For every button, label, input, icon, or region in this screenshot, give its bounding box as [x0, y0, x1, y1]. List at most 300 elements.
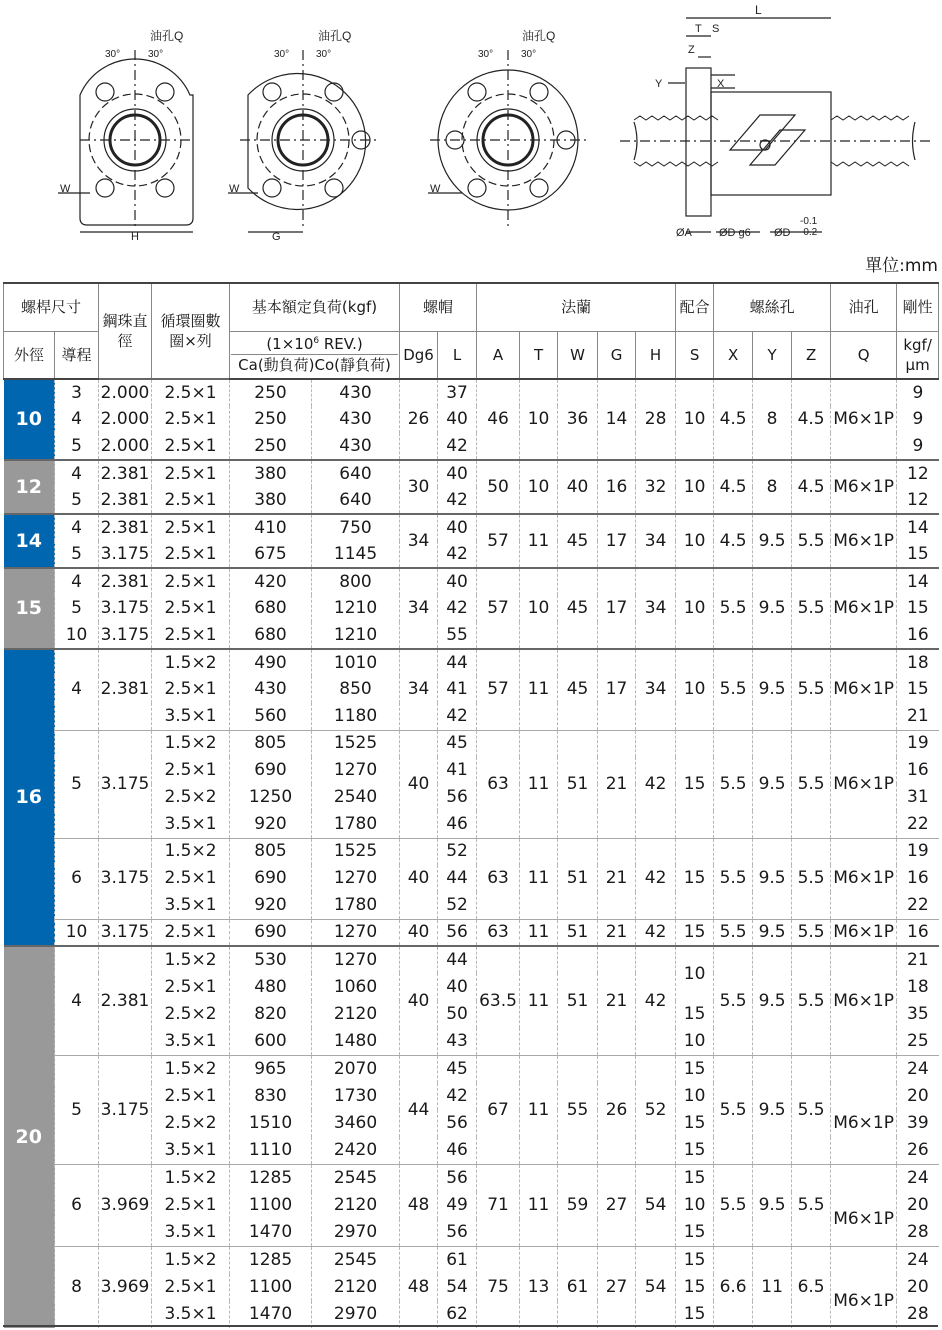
- Y-cell: 8: [753, 379, 792, 460]
- Q-cell: M6×1P: [831, 730, 897, 838]
- G-cell: 14: [598, 379, 636, 460]
- rigidity-cell: 35: [897, 1001, 939, 1028]
- Q-cell: M6×1P: [831, 514, 897, 568]
- Q-cell: M6×1P: [831, 460, 897, 514]
- circuit-cell: 2.5×1: [152, 379, 230, 406]
- lead-cell: 4: [55, 406, 99, 433]
- S-cell: 15: [676, 730, 714, 838]
- circuit-cell: 2.5×1: [152, 622, 230, 649]
- circuit-cell: 1.5×2: [152, 1056, 230, 1083]
- unit-label: 單位:mm: [865, 256, 938, 276]
- svg-text:油孔Q: 油孔Q: [318, 29, 352, 43]
- lead-cell: 5: [55, 595, 99, 622]
- svg-text:W: W: [430, 183, 441, 195]
- header-circuit: 循環圈數 圈×列: [152, 283, 230, 379]
- ball-dia-cell: 3.969: [99, 1247, 152, 1329]
- G-cell: 17: [598, 649, 636, 730]
- header-oil-hole: 油孔: [831, 283, 897, 331]
- dg6-cell: 34: [400, 649, 438, 730]
- rigidity-cell: 22: [897, 811, 939, 838]
- ca-cell: 380: [230, 487, 312, 514]
- Q-cell: M6×1P: [831, 1165, 897, 1247]
- lead-cell: 4: [55, 514, 99, 541]
- header-A: A: [477, 331, 520, 379]
- ca-cell: 600: [230, 1028, 312, 1055]
- table-row: [4, 568, 939, 595]
- circuit-cell: 1.5×2: [152, 649, 230, 676]
- L-cell: 40: [438, 568, 477, 595]
- table-row: [4, 919, 939, 946]
- ca-cell: 1510: [230, 1110, 312, 1137]
- circuit-cell: 2.5×1: [152, 865, 230, 892]
- lead-cell: 4: [55, 946, 99, 1056]
- G-cell: 27: [598, 1247, 636, 1329]
- rigidity-cell: 26: [897, 1137, 939, 1164]
- L-cell: 46: [438, 811, 477, 838]
- L-cell: 43: [438, 1028, 477, 1055]
- header-W: W: [558, 331, 598, 379]
- header-fit: 配合: [676, 283, 714, 331]
- Q-cell: M6×1P: [831, 649, 897, 730]
- L-cell: 40: [438, 460, 477, 487]
- ca-cell: 1285: [230, 1247, 312, 1274]
- dg6-cell: 40: [400, 919, 438, 946]
- rigidity-cell: 19: [897, 838, 939, 865]
- S-cell-value: 10: [683, 1195, 706, 1215]
- Y-cell: 9.5: [753, 730, 792, 838]
- co-cell: 1270: [312, 919, 400, 946]
- co-cell: 1525: [312, 838, 400, 865]
- Z-cell: 4.5: [792, 379, 831, 460]
- circuit-cell: 2.5×1: [152, 919, 230, 946]
- X-cell: 5.5: [714, 730, 753, 838]
- svg-text:X: X: [717, 78, 725, 90]
- header-ball-dia: 鋼珠直徑: [99, 283, 152, 379]
- H-cell: 54: [636, 1247, 676, 1329]
- ball-dia-cell: 2.000: [99, 433, 152, 460]
- T-cell: 11: [520, 1165, 558, 1247]
- circuit-cell: 2.5×2: [152, 1110, 230, 1137]
- L-cell: 56: [438, 784, 477, 811]
- T-cell: 11: [520, 649, 558, 730]
- T-cell: 10: [520, 379, 558, 460]
- svg-text:H: H: [131, 231, 139, 243]
- L-cell: 49: [438, 1192, 477, 1219]
- G-cell: 17: [598, 514, 636, 568]
- W-cell: 55: [558, 1056, 598, 1165]
- ball-dia-cell: 2.381: [99, 946, 152, 1056]
- circuit-cell: 1.5×2: [152, 730, 230, 757]
- S-cell-value: 15: [683, 1168, 706, 1188]
- L-cell: 56: [438, 1110, 477, 1137]
- S-value: 10: [683, 964, 706, 984]
- ball-dia-cell: 2.381: [99, 460, 152, 487]
- dg6-cell: 40: [400, 838, 438, 919]
- nut-side-view-drawing: [620, 18, 930, 232]
- lead-cell: 4: [55, 460, 99, 487]
- header-outer-dia: 外徑: [4, 331, 55, 379]
- X-cell: 5.5: [714, 919, 753, 946]
- S-cell-value: 15: [683, 1059, 706, 1079]
- lead-cell: 4: [55, 649, 99, 730]
- ca-cell: 805: [230, 838, 312, 865]
- ca-cell: 920: [230, 811, 312, 838]
- lead-cell: 5: [55, 433, 99, 460]
- rigidity-cell: 15: [897, 541, 939, 568]
- S-cell: 10: [676, 568, 714, 649]
- H-cell: 42: [636, 919, 676, 946]
- Q-cell: M6×1P: [831, 946, 897, 1056]
- Y-cell: 9.5: [753, 1165, 792, 1247]
- svg-text:W: W: [60, 183, 71, 195]
- S-cell: 10: [676, 379, 714, 460]
- outer-dia-cell: 15: [4, 568, 55, 649]
- co-cell: 1210: [312, 622, 400, 649]
- Q-cell: M6×1P: [831, 838, 897, 919]
- ca-cell: 530: [230, 946, 312, 973]
- S-cell-value: 10: [683, 1086, 706, 1106]
- lead-cell: 6: [55, 838, 99, 919]
- L-cell: 42: [438, 703, 477, 730]
- table-row: [4, 1247, 939, 1274]
- L-cell: 54: [438, 1274, 477, 1301]
- G-cell: 21: [598, 919, 636, 946]
- co-cell: 1525: [312, 730, 400, 757]
- svg-text:30°: 30°: [148, 49, 164, 60]
- ca-cell: 1110: [230, 1137, 312, 1164]
- S-cell: [676, 1056, 714, 1165]
- circuit-cell: 3.5×1: [152, 1028, 230, 1055]
- ca-cell: 1285: [230, 1165, 312, 1192]
- H-cell: 32: [636, 460, 676, 514]
- A-cell: 57: [477, 568, 520, 649]
- rigidity-cell: 24: [897, 1247, 939, 1274]
- table-row: [4, 946, 939, 973]
- circuit-cell: 2.5×1: [152, 676, 230, 703]
- Q-cell: M6×1P: [831, 919, 897, 946]
- ball-dia-cell: 2.381: [99, 487, 152, 514]
- table-row: [4, 460, 939, 487]
- X-cell: 6.6: [714, 1247, 753, 1329]
- L-cell: 56: [438, 1165, 477, 1192]
- rigidity-cell: 28: [897, 1219, 939, 1246]
- X-cell: 5.5: [714, 649, 753, 730]
- dg6-cell: 30: [400, 460, 438, 514]
- co-cell: 1270: [312, 757, 400, 784]
- L-cell: 44: [438, 865, 477, 892]
- G-cell: 21: [598, 838, 636, 919]
- ca-cell: 250: [230, 433, 312, 460]
- L-cell: 45: [438, 730, 477, 757]
- Z-cell: 5.5: [792, 838, 831, 919]
- rigidity-cell: 24: [897, 1056, 939, 1083]
- co-cell: 430: [312, 406, 400, 433]
- ball-dia-cell: 3.175: [99, 838, 152, 919]
- Z-cell: 5.5: [792, 514, 831, 568]
- S-cell: 10: [676, 649, 714, 730]
- S-cell-value: 15: [683, 1250, 706, 1270]
- svg-text:T: T: [695, 23, 702, 35]
- rigidity-cell: 18: [897, 973, 939, 1000]
- spec-table-body: [4, 379, 939, 1328]
- G-cell: 21: [598, 946, 636, 1056]
- header-G: G: [598, 331, 636, 379]
- T-cell: 10: [520, 568, 558, 649]
- ca-cell: 1100: [230, 1192, 312, 1219]
- X-cell: 5.5: [714, 568, 753, 649]
- rigidity-cell: 16: [897, 919, 939, 946]
- table-row: [4, 730, 939, 757]
- L-cell: 42: [438, 595, 477, 622]
- S-cell: [676, 1165, 714, 1247]
- ball-dia-cell: 3.175: [99, 622, 152, 649]
- rigidity-cell: 18: [897, 649, 939, 676]
- dg6-cell: 26: [400, 379, 438, 460]
- co-cell: 2070: [312, 1056, 400, 1083]
- table-row: [4, 1165, 939, 1192]
- ball-dia-cell: 2.000: [99, 406, 152, 433]
- header-bolt-hole: 螺絲孔: [714, 283, 831, 331]
- A-cell: 67: [477, 1056, 520, 1165]
- co-cell: 1210: [312, 595, 400, 622]
- flange-drawing-single-cut: [228, 50, 380, 232]
- rigidity-cell: 20: [897, 1274, 939, 1301]
- ca-cell: 920: [230, 892, 312, 919]
- circuit-cell: 2.5×1: [152, 568, 230, 595]
- dg6-cell: 34: [400, 568, 438, 649]
- ca-cell: 490: [230, 649, 312, 676]
- rigidity-cell: 25: [897, 1028, 939, 1055]
- ca-cell: 420: [230, 568, 312, 595]
- header-S: S: [676, 331, 714, 379]
- ca-cell: 250: [230, 406, 312, 433]
- ca-cell: 820: [230, 1001, 312, 1028]
- Z-cell: 5.5: [792, 1165, 831, 1247]
- circuit-cell: 2.5×1: [152, 460, 230, 487]
- ball-dia-cell: 3.175: [99, 919, 152, 946]
- rigidity-cell: 31: [897, 784, 939, 811]
- rigidity-cell: 28: [897, 1301, 939, 1328]
- table-row: [4, 838, 939, 865]
- svg-text:Y: Y: [655, 78, 663, 90]
- T-cell: 11: [520, 919, 558, 946]
- W-cell: 51: [558, 919, 598, 946]
- Y-cell: 9.5: [753, 919, 792, 946]
- L-cell: 50: [438, 1001, 477, 1028]
- rigidity-cell: 15: [897, 676, 939, 703]
- svg-text:ØA: ØA: [676, 227, 692, 239]
- co-cell: 2540: [312, 784, 400, 811]
- L-cell: 44: [438, 946, 477, 973]
- ca-cell: 805: [230, 730, 312, 757]
- ca-cell: 480: [230, 973, 312, 1000]
- header-H: H: [636, 331, 676, 379]
- L-cell: 41: [438, 676, 477, 703]
- table-row: [4, 649, 939, 676]
- circuit-cell: 2.5×1: [152, 1274, 230, 1301]
- header-screw-size: 螺桿尺寸: [4, 283, 99, 331]
- S-cell-value: 15: [683, 1304, 706, 1324]
- W-cell: 40: [558, 460, 598, 514]
- L-cell: 40: [438, 973, 477, 1000]
- rigidity-cell: 15: [897, 595, 939, 622]
- outer-dia-cell: 16: [4, 649, 55, 946]
- S-cell-value: 15: [683, 1140, 706, 1160]
- rigidity-cell: 16: [897, 622, 939, 649]
- L-cell: 40: [438, 406, 477, 433]
- ball-dia-cell: 2.000: [99, 379, 152, 406]
- svg-text:L: L: [755, 3, 762, 17]
- X-cell: 5.5: [714, 1165, 753, 1247]
- co-cell: 640: [312, 460, 400, 487]
- A-cell: 50: [477, 460, 520, 514]
- ca-cell: 830: [230, 1083, 312, 1110]
- W-cell: 51: [558, 946, 598, 1056]
- rigidity-cell: 21: [897, 703, 939, 730]
- Z-cell: 5.5: [792, 730, 831, 838]
- header-rigidity: 剛性: [897, 283, 939, 331]
- S-cell: 15: [676, 838, 714, 919]
- S-cell: [676, 946, 714, 1056]
- W-cell: 45: [558, 514, 598, 568]
- G-cell: 21: [598, 730, 636, 838]
- co-cell: 3460: [312, 1110, 400, 1137]
- ball-dia-cell: 2.381: [99, 649, 152, 730]
- ca-cell: 690: [230, 919, 312, 946]
- A-cell: 63: [477, 730, 520, 838]
- rigidity-cell: 14: [897, 568, 939, 595]
- ball-dia-cell: 3.175: [99, 541, 152, 568]
- L-cell: 55: [438, 622, 477, 649]
- ca-cell: 675: [230, 541, 312, 568]
- ca-cell: 380: [230, 460, 312, 487]
- co-cell: 1780: [312, 811, 400, 838]
- Z-cell: 5.5: [792, 649, 831, 730]
- circuit-cell: 1.5×2: [152, 946, 230, 973]
- S-cell-value: 15: [683, 1222, 706, 1242]
- T-cell: 11: [520, 838, 558, 919]
- co-cell: 1180: [312, 703, 400, 730]
- circuit-cell: 2.5×1: [152, 973, 230, 1000]
- ca-cell: 1100: [230, 1274, 312, 1301]
- co-cell: 2970: [312, 1301, 400, 1328]
- A-cell: 57: [477, 649, 520, 730]
- W-cell: 36: [558, 379, 598, 460]
- dg6-cell: 40: [400, 946, 438, 1056]
- H-cell: 28: [636, 379, 676, 460]
- L-cell: 40: [438, 514, 477, 541]
- svg-text:30°: 30°: [521, 49, 537, 60]
- ball-screw-spec-table: [3, 282, 939, 1328]
- circuit-cell: 2.5×1: [152, 595, 230, 622]
- ca-cell: 680: [230, 595, 312, 622]
- ca-cell: 1470: [230, 1219, 312, 1246]
- S-cell: 15: [676, 919, 714, 946]
- ca-cell: 1250: [230, 784, 312, 811]
- svg-text:-0.2: -0.2: [800, 227, 818, 238]
- L-cell: 42: [438, 541, 477, 568]
- circuit-cell: 1.5×2: [152, 838, 230, 865]
- header-lead: 導程: [55, 331, 99, 379]
- circuit-cell: 1.5×2: [152, 1165, 230, 1192]
- L-cell: 41: [438, 757, 477, 784]
- rigidity-cell: 9: [897, 433, 939, 460]
- ball-dia-cell: 3.175: [99, 730, 152, 838]
- L-cell: 56: [438, 1219, 477, 1246]
- W-cell: 45: [558, 568, 598, 649]
- W-cell: 45: [558, 649, 598, 730]
- G-cell: 26: [598, 1056, 636, 1165]
- Q-cell: M6×1P: [831, 568, 897, 649]
- A-cell: 46: [477, 379, 520, 460]
- X-cell: 4.5: [714, 514, 753, 568]
- H-cell: 34: [636, 649, 676, 730]
- T-cell: 10: [520, 460, 558, 514]
- header-dg6: Dg6: [400, 331, 438, 379]
- rigidity-cell: 39: [897, 1110, 939, 1137]
- header-load-rating: 基本額定負荷(kgf): [230, 283, 400, 331]
- co-cell: 1145: [312, 541, 400, 568]
- rigidity-cell: 20: [897, 1192, 939, 1219]
- G-cell: 16: [598, 460, 636, 514]
- circuit-cell: 3.5×1: [152, 703, 230, 730]
- header-flange: 法蘭: [477, 283, 676, 331]
- T-cell: 13: [520, 1247, 558, 1329]
- circuit-cell: 2.5×1: [152, 514, 230, 541]
- svg-text:30°: 30°: [274, 49, 290, 60]
- L-cell: 37: [438, 379, 477, 406]
- A-cell: 57: [477, 514, 520, 568]
- lead-cell: 5: [55, 730, 99, 838]
- circuit-cell: 3.5×1: [152, 892, 230, 919]
- rigidity-cell: 12: [897, 460, 939, 487]
- circuit-cell: 2.5×1: [152, 757, 230, 784]
- circuit-cell: 2.5×1: [152, 1083, 230, 1110]
- ca-cell: 690: [230, 865, 312, 892]
- svg-text:Z: Z: [688, 44, 695, 56]
- L-cell: 46: [438, 1137, 477, 1164]
- T-cell: 11: [520, 946, 558, 1056]
- co-cell: 1010: [312, 649, 400, 676]
- table-row: [4, 514, 939, 541]
- co-cell: 2420: [312, 1137, 400, 1164]
- Y-cell: 9.5: [753, 838, 792, 919]
- rigidity-cell: 9: [897, 406, 939, 433]
- header-nut: 螺帽: [400, 283, 477, 331]
- lead-cell: 3: [55, 379, 99, 406]
- dg6-cell: 40: [400, 730, 438, 838]
- table-bottom-rule: [3, 1325, 938, 1327]
- svg-text:ØD: ØD: [774, 227, 791, 239]
- Y-cell: 8: [753, 460, 792, 514]
- svg-text:30°: 30°: [316, 49, 332, 60]
- ball-dia-cell: 3.175: [99, 1056, 152, 1165]
- lead-cell: 8: [55, 1247, 99, 1329]
- S-value: 10: [683, 1031, 706, 1051]
- ball-dia-cell: 3.175: [99, 595, 152, 622]
- X-cell: 5.5: [714, 838, 753, 919]
- ca-cell: 410: [230, 514, 312, 541]
- T-cell: 11: [520, 514, 558, 568]
- lead-cell: 10: [55, 622, 99, 649]
- ball-dia-cell: 2.381: [99, 514, 152, 541]
- ca-cell: 430: [230, 676, 312, 703]
- H-cell: 34: [636, 514, 676, 568]
- circuit-cell: 2.5×2: [152, 1001, 230, 1028]
- ca-cell: 680: [230, 622, 312, 649]
- G-cell: 17: [598, 568, 636, 649]
- L-cell: 56: [438, 919, 477, 946]
